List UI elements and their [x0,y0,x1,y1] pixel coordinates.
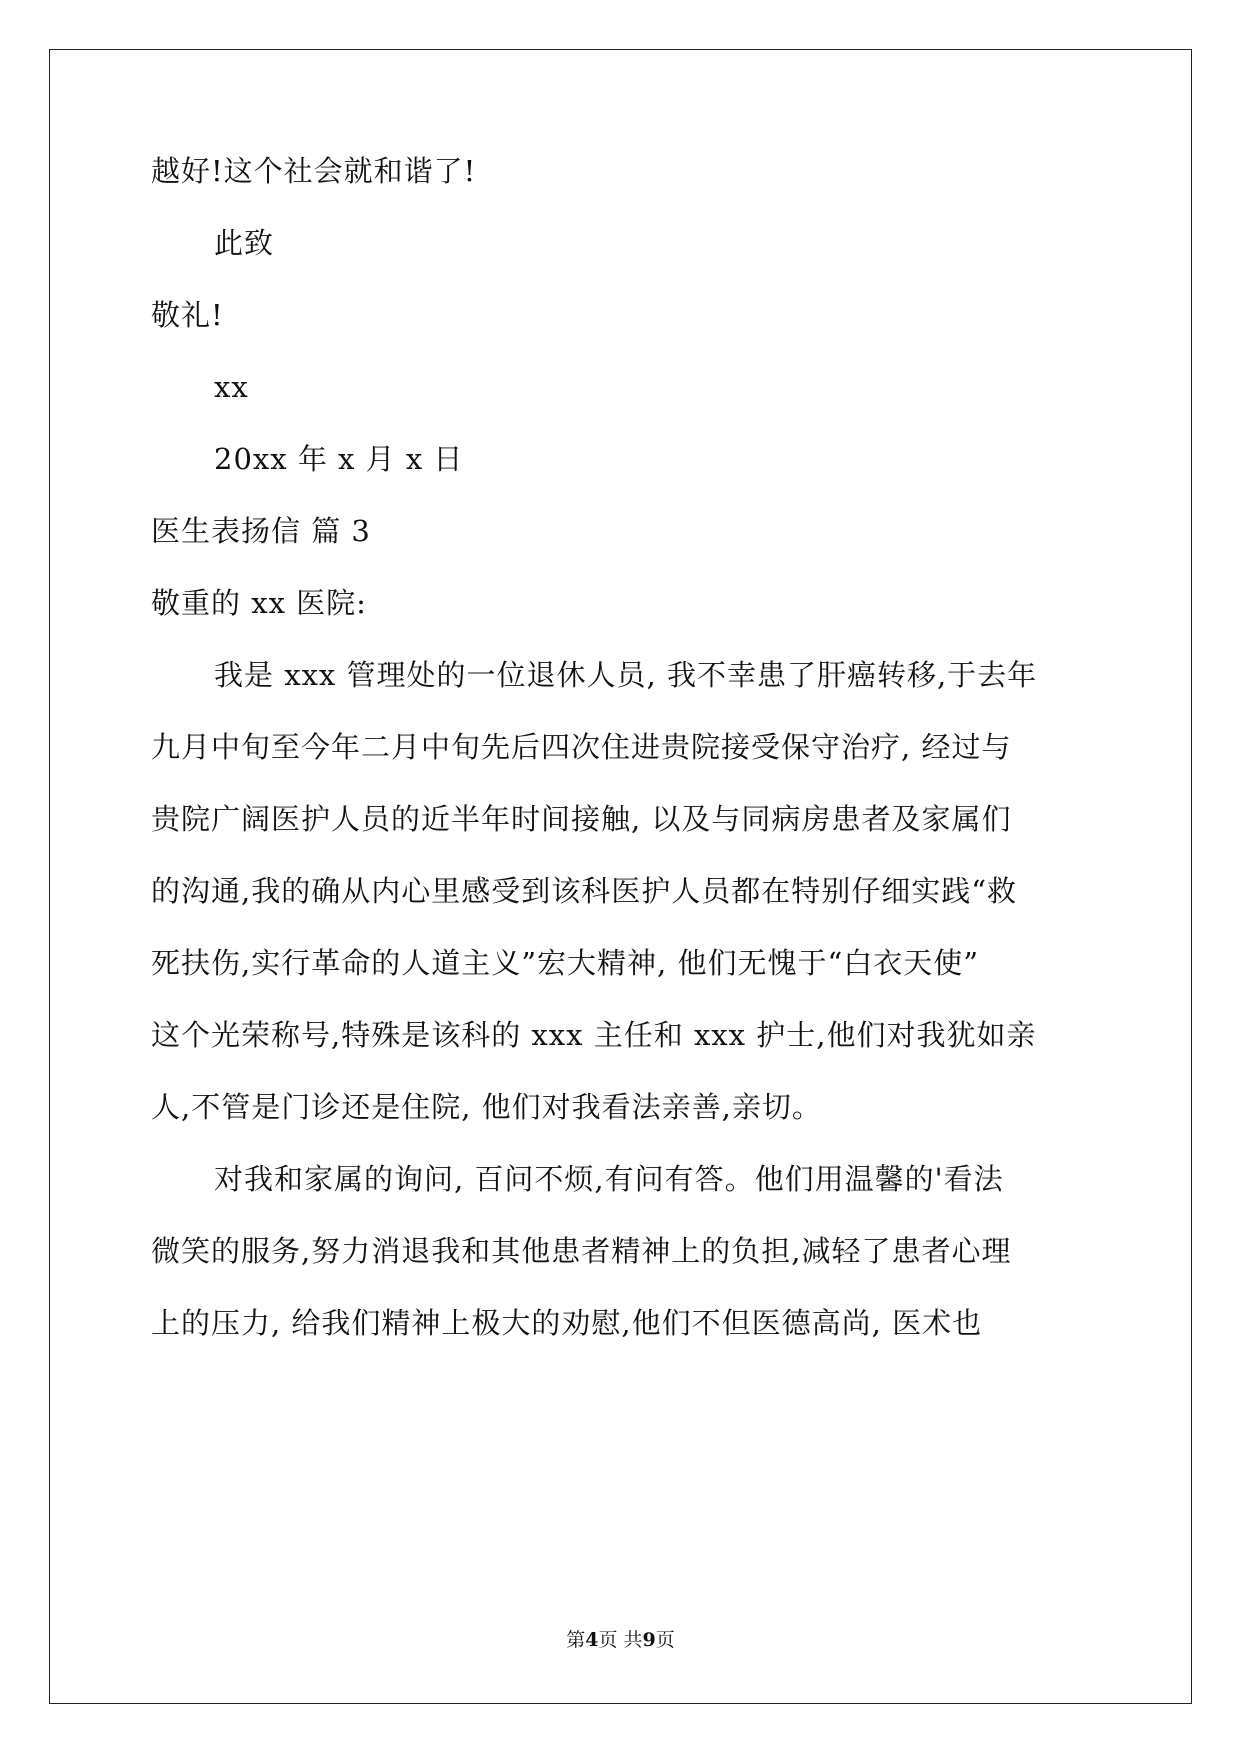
signature-date: 20xx 年 x 月 x 日 [214,442,464,476]
footer-suffix: 页 [655,1629,675,1651]
paragraph-line: 九月中旬至今年二月中旬先后四次住进贵院接受保守治疗, 经过与 [151,730,1012,764]
paragraph-line: 的沟通,我的确从内心里感受到该科医护人员都在特别仔细实践“救 [151,874,1018,908]
paragraph-line: 人,不管是门诊还是住院, 他们对我看法亲善,亲切。 [151,1090,822,1124]
footer-prefix: 第 [566,1629,586,1651]
paragraph-line: 死扶伤,实行革命的人道主义”宏大精神, 他们无愧于“白衣天使” [151,946,980,980]
paragraph-line: 这个光荣称号,特殊是该科的 xxx 主任和 xxx 护士,他们对我犹如亲 [151,1018,1037,1052]
paragraph-line: 我是 xxx 管理处的一位退休人员, 我不幸患了肝癌转移,于去年 [214,658,1038,692]
footer-total-pages: 9 [642,1629,656,1651]
paragraph-line: 贵院广阔医护人员的近半年时间接触, 以及与同病房患者及家属们 [151,802,1012,836]
signature-name: xx [214,370,249,404]
footer-mid: 页 共 [598,1629,643,1651]
page-number-footer [0,1628,1241,1652]
section-heading: 医生表扬信 篇 3 [151,514,371,548]
paragraph-line: 对我和家属的询问, 百问不烦,有问有答。他们用温馨的'看法 [214,1162,1004,1196]
paragraph-line: 微笑的服务,努力消退我和其他患者精神上的负担,减轻了患者心理 [151,1234,1012,1268]
salutation-jingli: 敬礼! [151,298,224,332]
closing-line: 越好!这个社会就和谐了! [151,154,477,188]
paragraph-line: 上的压力, 给我们精神上极大的劝慰,他们不但医德高尚, 医术也 [151,1306,983,1340]
salutation-cizhi: 此致 [214,226,275,260]
letter-greeting: 敬重的 xx 医院: [151,586,367,620]
footer-current-page: 4 [585,1629,599,1651]
